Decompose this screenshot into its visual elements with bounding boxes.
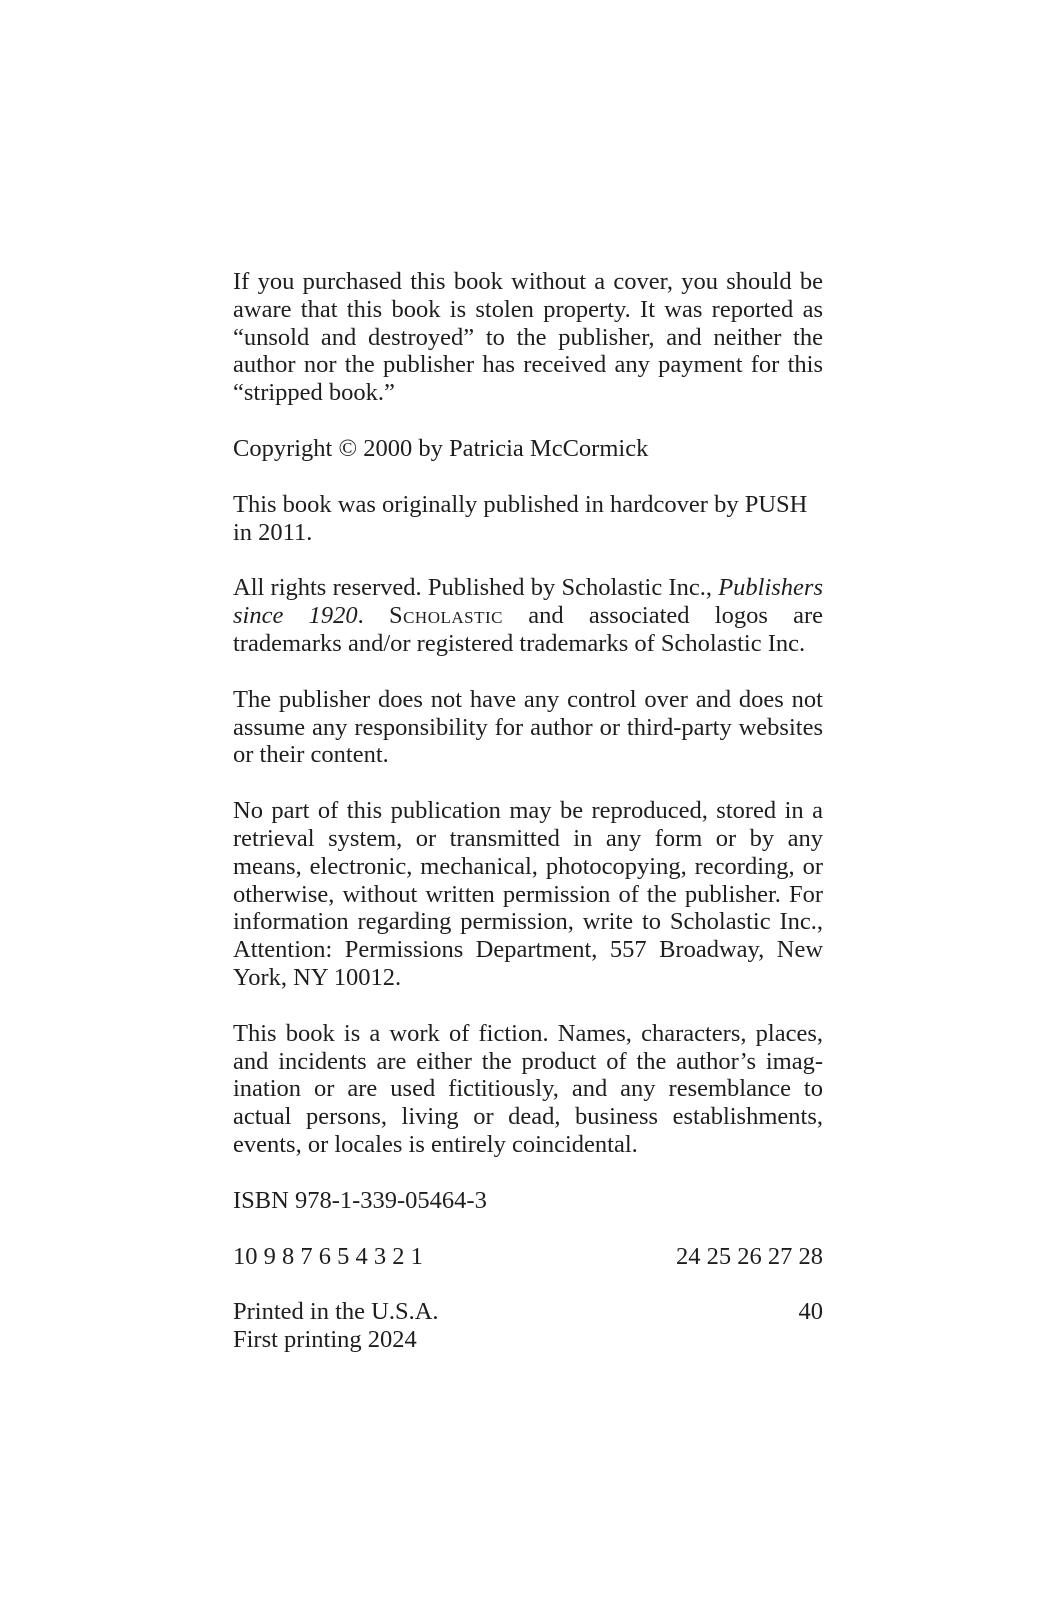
- rights-text: and/or registered trademarks of Scholastic Inc.: [347, 629, 806, 657]
- reproduction-line: No part of this publication may be reproduced, stored in: [233, 797, 804, 825]
- reproduction-line: means, electronic, mechanical, photocopying, recording,: [233, 852, 795, 880]
- fiction-line: events, or locales is entirely coincidental.: [233, 1130, 638, 1158]
- fiction-line: actual persons, living or dead, business establishments,: [233, 1103, 823, 1131]
- fiction-notice: [233, 1020, 823, 1159]
- stripped-book-notice: [233, 268, 823, 407]
- printing-info: [233, 1298, 823, 1354]
- publication-line: This book was originally published in hardcover by PUSH: [233, 490, 808, 518]
- isbn: ISBN 978-1-339-05464-3: [233, 1186, 487, 1214]
- first-printing: First printing 2024: [233, 1326, 417, 1354]
- copyright-text: Copyright © 2000 by Patricia McCormick: [233, 434, 649, 462]
- printing-number-line: [233, 1243, 823, 1271]
- publication-line: in 2011.: [233, 518, 313, 546]
- notice-line: aware that this book is stolen property. It was reported as: [233, 295, 823, 323]
- copyright-page: [233, 268, 823, 1382]
- reproduction-notice: [233, 797, 823, 992]
- publishers-tagline-year: since 1920: [233, 602, 358, 630]
- printing-numbers: 10 9 8 7 6 5 4 3 2 1: [233, 1242, 423, 1270]
- reproduction-line: a retrieval system, or transmitted in any form or by any: [233, 797, 823, 852]
- reproduction-line: New York, NY 10012.: [233, 936, 824, 991]
- rights-text: and associated logos are trademarks: [233, 602, 824, 657]
- notice-line: author nor the publisher has received any payment for this: [233, 351, 823, 379]
- disclaimer-line: assume any responsibility for author or third-party websites: [233, 713, 823, 741]
- notice-line: If you purchased this book without a cover, you should be: [233, 268, 823, 295]
- year-numbers: 24 25 26 27 28: [676, 1242, 823, 1270]
- scholastic-trademark: Scholastic: [388, 602, 503, 630]
- publishers-tagline: Publishers: [718, 574, 823, 602]
- fiction-line: ination or are used fictitiously, and any resemblance to: [233, 1075, 823, 1103]
- rights-text: .: [357, 602, 389, 630]
- printing-details: [233, 1298, 439, 1354]
- disclaimer-line: or their content.: [233, 741, 389, 769]
- print-code: 40: [798, 1298, 823, 1326]
- reproduction-line: or otherwise, without written permission of the publisher.: [233, 852, 824, 908]
- copyright-line: [233, 435, 823, 463]
- printed-in: Printed in the U.S.A.: [233, 1298, 439, 1326]
- notice-line: “stripped book.”: [233, 379, 395, 407]
- websites-disclaimer: [233, 686, 823, 769]
- rights-text: All rights reserved. Published by Scholastic Inc.,: [233, 574, 719, 602]
- fiction-line: This book is a work of fiction. Names, characters, places,: [233, 1019, 823, 1047]
- reproduction-line: Inc., Attention: Permissions Department, 557 Broadway,: [233, 908, 823, 964]
- notice-line: “unsold and destroyed” to the publisher, and neither the: [233, 323, 823, 351]
- disclaimer-line: The publisher does not have any control over and does not: [233, 685, 823, 713]
- rights-notice: [233, 574, 823, 657]
- isbn-line: [233, 1187, 823, 1215]
- reproduction-line: For information regarding permission, write to Scholastic: [233, 880, 824, 936]
- original-publication-notice: [233, 491, 823, 547]
- fiction-line: and incidents are either the product of the author’s imag-: [233, 1047, 823, 1075]
